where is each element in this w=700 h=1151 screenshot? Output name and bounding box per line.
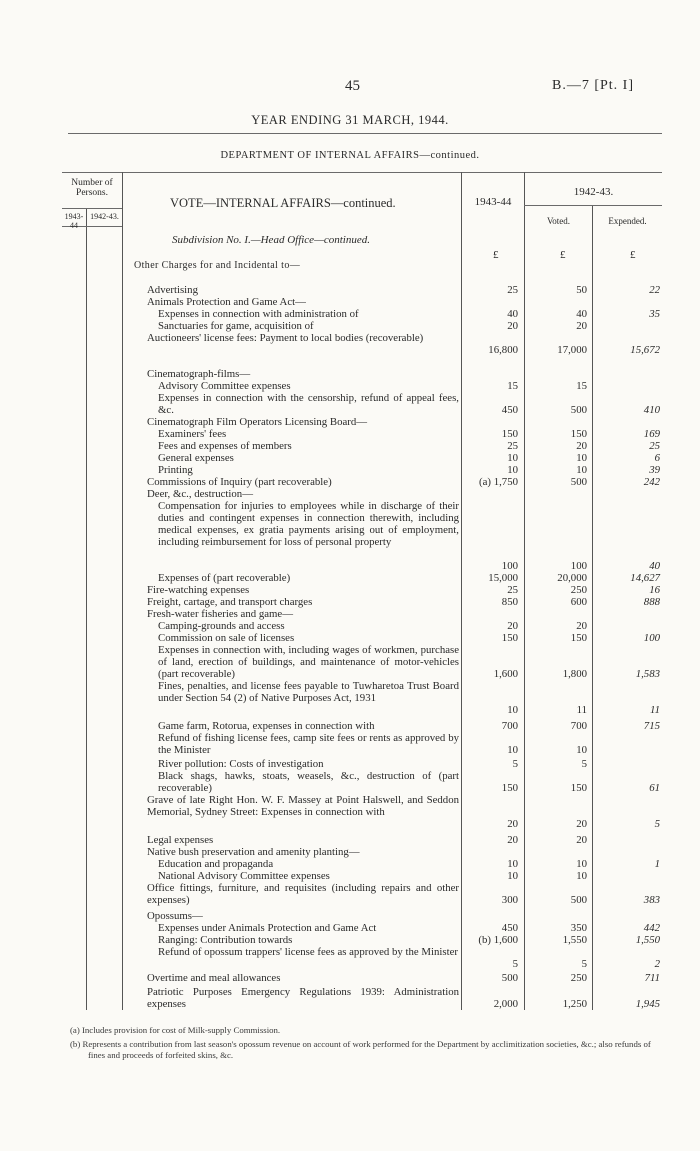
row-label: Refund of opossum trappers' license fees as approved by the Minister xyxy=(158,946,458,958)
row-value-expended: 11 xyxy=(650,704,660,716)
row-label: Overtime and meal allowances xyxy=(147,972,281,984)
row-value-voted: 500 xyxy=(570,404,587,416)
row-label: River pollution: Costs of investigation xyxy=(158,758,324,770)
table-top-rule xyxy=(62,172,662,173)
row-label: Advisory Committee expenses xyxy=(158,380,291,392)
row-label: Fresh-water fisheries and game— xyxy=(147,608,294,620)
row-value-1943-44: 20 xyxy=(507,834,518,846)
row-value-expended: 410 xyxy=(643,404,660,416)
row-label: Fire-watching expenses xyxy=(147,584,250,596)
row-value-1943-44: 1,600 xyxy=(493,668,518,680)
row-label: Cinematograph Film Operators Licensing Board— xyxy=(147,416,368,428)
row-value-voted: 1,250 xyxy=(562,998,587,1010)
other-charges-heading: Other Charges for and Incidental to— xyxy=(134,260,301,271)
row-value-voted: 11 xyxy=(576,704,587,716)
row-value-expended: 711 xyxy=(644,972,660,984)
row-value-expended: 2 xyxy=(654,958,660,970)
row-label: Legal expenses xyxy=(147,834,214,846)
row-label: Ranging: Contribution towards xyxy=(158,934,293,946)
row-label: Expenses under Animals Protection and Game Act xyxy=(158,922,377,934)
row-value-expended: 100 xyxy=(643,632,660,644)
row-value-voted: 150 xyxy=(570,782,587,794)
row-value-voted: 50 xyxy=(576,284,587,296)
row-label: Education and propaganda xyxy=(158,858,274,870)
row-label: Patriotic Purposes Emergency Regulations 1939: Administration expenses xyxy=(147,986,459,1010)
row-label: Native bush preservation and amenity planting— xyxy=(147,846,360,858)
row-value-voted: 500 xyxy=(570,476,587,488)
row-value-expended: 1,583 xyxy=(635,668,660,680)
pound-sign-expended: £ xyxy=(630,249,636,261)
row-value-1943-44: 150 xyxy=(501,632,518,644)
row-value-1943-44: 10 xyxy=(507,464,518,476)
row-value-voted: 250 xyxy=(570,972,587,984)
row-value-voted: 10 xyxy=(576,452,587,464)
row-value-voted: 20 xyxy=(576,818,587,830)
row-label: Deer, &c., destruction— xyxy=(147,488,254,500)
row-value-expended: 1,550 xyxy=(635,934,660,946)
row-label: Animals Protection and Game Act— xyxy=(147,296,306,308)
row-value-expended: 383 xyxy=(643,894,660,906)
row-value-1943-44: 20 xyxy=(507,818,518,830)
voted-column-divider xyxy=(592,205,593,1010)
row-label: Refund of fishing license fees, camp site fees or rents as approved by the Minister xyxy=(158,732,459,756)
row-value-1943-44: (a) 1,750 xyxy=(479,476,518,488)
row-value-expended: 14,627 xyxy=(630,572,660,584)
row-value-1943-44: (b) 1,600 xyxy=(478,934,518,946)
row-value-expended: 5 xyxy=(654,818,660,830)
row-value-expended: 22 xyxy=(649,284,660,296)
row-value-voted: 20 xyxy=(576,440,587,452)
row-label: Expenses in connection with, including wages of workmen, purchase of land, erection of buildings, and maintenance of motor-vehicles (part recoverable) xyxy=(158,644,459,680)
pound-sign-1943: £ xyxy=(493,249,499,261)
row-value-voted: 20 xyxy=(576,834,587,846)
row-value-1943-44: 10 xyxy=(507,744,518,756)
row-label: Grave of late Right Hon. W. F. Massey at Point Halswell, and Seddon Memorial, Sydney Street: Expenses in connection with xyxy=(147,794,459,818)
row-value-1943-44: 5 xyxy=(512,758,518,770)
row-value-voted: 10 xyxy=(576,744,587,756)
row-label: Commissions of Inquiry (part recoverable) xyxy=(147,476,332,488)
row-label: Fees and expenses of members xyxy=(158,440,292,452)
row-label: Game farm, Rotorua, expenses in connection with xyxy=(158,720,375,732)
row-value-voted: 500 xyxy=(570,894,587,906)
row-label: Commission on sale of licenses xyxy=(158,632,295,644)
row-value-1943-44: 10 xyxy=(507,870,518,882)
department-title: DEPARTMENT OF INTERNAL AFFAIRS—continued. xyxy=(220,150,480,161)
persons-header: Number of Persons. xyxy=(71,178,113,198)
row-value-expended: 442 xyxy=(643,922,660,934)
row-value-expended: 15,672 xyxy=(630,344,660,356)
row-value-voted: 600 xyxy=(570,596,587,608)
row-label: Expenses of (part recoverable) xyxy=(158,572,291,584)
row-value-1943-44: 150 xyxy=(501,428,518,440)
row-value-1943-44: 20 xyxy=(507,320,518,332)
row-value-voted: 10 xyxy=(576,464,587,476)
row-value-voted: 40 xyxy=(576,308,587,320)
row-value-expended: 888 xyxy=(643,596,660,608)
row-value-expended: 6 xyxy=(654,452,660,464)
row-value-1943-44: 300 xyxy=(501,894,518,906)
row-value-voted: 5 xyxy=(581,958,587,970)
row-label: Opossums— xyxy=(147,910,203,922)
row-value-1943-44: 450 xyxy=(501,404,518,416)
row-value-voted: 10 xyxy=(576,870,587,882)
row-value-1943-44: 10 xyxy=(507,858,518,870)
year-title: YEAR ENDING 31 MARCH, 1944. xyxy=(251,113,449,127)
row-label: General expenses xyxy=(158,452,234,464)
row-value-1943-44: 25 xyxy=(507,440,518,452)
row-value-expended: 16 xyxy=(649,584,660,596)
row-value-voted: 700 xyxy=(570,720,587,732)
row-value-1943-44: 150 xyxy=(501,782,518,794)
row-value-expended: 242 xyxy=(643,476,660,488)
year-column-divider xyxy=(524,172,525,1010)
row-label: Black shags, hawks, stoats, weasels, &c., destruction of (part recoverable) xyxy=(158,770,459,794)
title-divider xyxy=(68,133,662,134)
row-value-1943-44: 5 xyxy=(512,958,518,970)
row-value-voted: 10 xyxy=(576,858,587,870)
row-value-1943-44: 10 xyxy=(507,452,518,464)
row-value-expended: 1 xyxy=(654,858,660,870)
row-value-voted: 20 xyxy=(576,620,587,632)
row-value-1943-44: 500 xyxy=(501,972,518,984)
row-value-voted: 150 xyxy=(570,428,587,440)
col-header-1942-43: 1942-43. xyxy=(573,186,614,198)
row-label: Fines, penalties, and license fees payable to Tuwharetoa Trust Board under Section 54 (2) of Native Purposes Act, 1931 xyxy=(158,680,459,704)
row-value-1943-44: 850 xyxy=(501,596,518,608)
row-value-1943-44: 15,000 xyxy=(488,572,518,584)
col-header-1943-44: 1943-44 xyxy=(474,196,512,208)
col-header-voted: Voted. xyxy=(546,216,571,226)
row-value-expended: 1,945 xyxy=(635,998,660,1010)
row-value-voted: 1,800 xyxy=(562,668,587,680)
row-label: Compensation for injuries to employees while in discharge of their duties and contingent expenses in connection therewith, including medical expenses, ex gratia payments arising out of employment, including reimbursement for loss of personal property xyxy=(158,500,459,548)
row-label: Sanctuaries for game, acquisition of xyxy=(158,320,314,332)
row-value-1943-44: 16,800 xyxy=(488,344,518,356)
row-label: Expenses in connection with administration of xyxy=(158,308,359,320)
row-value-expended: 715 xyxy=(643,720,660,732)
row-label: Auctioneers' license fees: Payment to local bodies (recoverable) xyxy=(147,332,424,344)
row-value-voted: 250 xyxy=(570,584,587,596)
row-value-1943-44: 10 xyxy=(507,704,518,716)
row-label: Office fittings, furniture, and requisites (including repairs and other expenses) xyxy=(147,882,459,906)
persons-column-divider xyxy=(122,172,123,1010)
row-value-voted: 350 xyxy=(570,922,587,934)
row-label: Camping-grounds and access xyxy=(158,620,285,632)
persons-subcolumn-divider xyxy=(86,208,87,1010)
row-value-1943-44: 100 xyxy=(501,560,518,572)
row-value-1943-44: 20 xyxy=(507,620,518,632)
row-value-1943-44: 25 xyxy=(507,284,518,296)
row-value-expended: 40 xyxy=(649,560,660,572)
row-label: Cinematograph-films— xyxy=(147,368,251,380)
voted-header-rule xyxy=(524,205,662,206)
col-header-expended: Expended. xyxy=(608,216,647,226)
subdivision-title: Subdivision No. I.—Head Office—continued. xyxy=(172,234,370,246)
row-label: Freight, cartage, and transport charges xyxy=(147,596,313,608)
persons-col-1942: 1942-43. xyxy=(90,212,119,221)
row-value-voted: 15 xyxy=(576,380,587,392)
persons-col-1943: 1943-44 xyxy=(64,212,84,230)
row-value-voted: 5 xyxy=(581,758,587,770)
row-value-1943-44: 700 xyxy=(501,720,518,732)
footnote-b: (b) Represents a contribution from last season's opossum revenue on account of work performed for the Department by acclimitization societies, &c.; also refunds of fines and proceeds of forfeited skins, &c. xyxy=(70,1039,651,1060)
row-value-1943-44: 2,000 xyxy=(493,998,518,1010)
row-value-voted: 20,000 xyxy=(557,572,587,584)
row-value-expended: 35 xyxy=(649,308,660,320)
row-value-expended: 61 xyxy=(649,782,660,794)
row-value-1943-44: 40 xyxy=(507,308,518,320)
footnote-a: (a) Includes provision for cost of Milk-supply Commission. xyxy=(70,1025,281,1035)
row-value-1943-44: 25 xyxy=(507,584,518,596)
persons-header-rule xyxy=(62,208,122,209)
row-label: Advertising xyxy=(147,284,198,296)
pound-sign-voted: £ xyxy=(560,249,566,261)
row-value-1943-44: 450 xyxy=(501,922,518,934)
row-value-1943-44: 15 xyxy=(507,380,518,392)
row-value-voted: 17,000 xyxy=(557,344,587,356)
row-label: Examiners' fees xyxy=(158,428,227,440)
row-label: National Advisory Committee expenses xyxy=(158,870,330,882)
row-value-expended: 25 xyxy=(649,440,660,452)
row-label: Expenses in connection with the censorship, refund of appeal fees, &c. xyxy=(158,392,459,416)
row-value-voted: 1,550 xyxy=(562,934,587,946)
row-value-expended: 169 xyxy=(643,428,660,440)
report-reference: B.—7 [Pt. I] xyxy=(552,78,634,93)
row-value-voted: 150 xyxy=(570,632,587,644)
row-value-voted: 20 xyxy=(576,320,587,332)
row-label: Printing xyxy=(158,464,193,476)
vote-title: VOTE—INTERNAL AFFAIRS—continued. xyxy=(170,196,396,210)
row-value-expended: 39 xyxy=(649,464,660,476)
page-number: 45 xyxy=(345,78,360,94)
row-value-voted: 100 xyxy=(570,560,587,572)
label-column-divider xyxy=(461,172,462,1010)
